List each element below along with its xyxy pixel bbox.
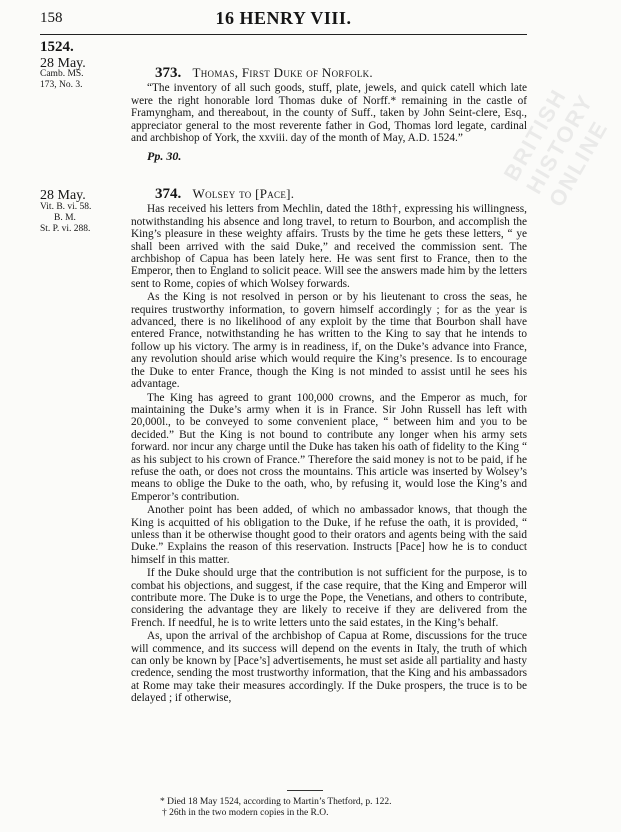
entry-heading xyxy=(155,67,527,79)
watermark: BRITISH HISTORY ONLINE xyxy=(498,84,613,211)
footnote-rule xyxy=(287,790,323,791)
margin-notes-373 xyxy=(40,39,125,91)
entry-374 xyxy=(131,188,527,705)
paragraph: The King has agreed to grant 100,000 crowns, and the Emperor as much, for maintaining the Duke’s army when it is in France. Sir John Russell has left with 20,000l., to be conveyed to some convenient place, “ between him and you to be decided.” But the King is not bound to contribute any longer when his army sets forward. nor incur any charge until the Duke has taken his oath of fidelity to the King “ as his subject to his crown of France.” Therefore the said money is not to be paid, if he refuse the oath, or does not cross the mountains. This article was inserted by Wolsey’s means to oblige the Duke to the oath, who, by refusing it, would lose the King’s and Emperor’s contribution. xyxy=(131,391,527,503)
paragraph: As the King is not resolved in person or by his lieutenant to cross the seas, he requires trustworthy information, to govern himself accordingly ; for as the year is advanced, there is no likelihood of any exploit by the time that Bourbon shall have entered France, notwithstanding he has written to the King to say that he intends to follow up his victory. The army is in readiness, if, on the Duke’s advance into France, any revolution should arise which would require the King’s presence. Is to encourage the Duke to enter France, though the King is not minded to assist until he sees his advantage. xyxy=(131,291,527,391)
paragraph: If the Duke should urge that the contribution is not sufficient for the purpose, is to combat his objections, and suggest, if the case require, that the King and Emperor will contribute more. The Duke is to urge the Pope, the Venetians, and others to contribute, considering the advantage they are likely to receive if they are delivered from the French. If needful, he is to write letters unto the said estates, in the King’s behalf. xyxy=(131,567,527,629)
margin-ref: Camb. MS. xyxy=(40,69,84,79)
entry-373 xyxy=(131,67,527,163)
header-rule xyxy=(40,34,527,35)
margin-ref: B. M. xyxy=(54,212,76,223)
paragraph: As, upon the arrival of the archbishop of Capua at Rome, discussions for the truce will commence, and its success will depend on the events in Italy, the truth of which can only be known by [Pace’s] advertisements, he must set aside all partiality and hasty credence, sending the most trustworthy information, that the King and his ambassadors at Rome may take their measures accordingly. If the Duke prospers, the truce is to be delayed ; if otherwise, xyxy=(131,630,527,705)
margin-year: 1524. xyxy=(40,39,74,55)
footnotes xyxy=(160,797,527,819)
entry-pages: Pp. 30. xyxy=(147,149,182,164)
entry-title: Thomas, First Duke of Norfolk. xyxy=(192,65,373,80)
page-header xyxy=(40,8,527,30)
paragraph: Another point has been added, of which no ambassador knows, that though the King is acquitted of his obligation to the Duke, if he refuse the oath, it is provided, “ unless than it be otherwise thought good to their orators and agents being with the said Duke.” Explains the reason of this reservation. Instructs [Pace] how he is to conduct himself in this matter. xyxy=(131,504,527,566)
entry-heading xyxy=(155,188,527,200)
margin-date: 28 May. xyxy=(40,55,86,71)
margin-ref: Vit. B. vi. 58. xyxy=(40,201,92,212)
margin-date: 28 May. xyxy=(40,188,86,203)
margin-ref: 173, No. 3. xyxy=(40,80,83,90)
footnote: † 26th in the two modern copies in the R.O. xyxy=(162,808,329,818)
entry-text: “The inventory of all such goods, stuff, plate, jewels, and quick catell which late were the right honorable lord Thomas duke of Norff.* remaining in the castle of Framyngham, and thereabout, in the county of Suff., taken by John Seint-clere, Esq., appreciator general to the most reverente father in God, Thomas lord legate, cardinal and archbishop of York, the xxviii. day of the month of May, A.D. 1524.” xyxy=(131,82,527,145)
footnote: * Died 18 May 1524, according to Martin’s Thetford, p. 122. xyxy=(160,797,392,807)
page-number: 158 xyxy=(40,10,63,26)
margin-notes-374 xyxy=(40,190,125,235)
running-head: 16 HENRY VIII. xyxy=(215,8,352,28)
entry-number: 374. xyxy=(155,186,182,202)
entry-title: Wolsey to [Pace]. xyxy=(192,186,295,201)
paragraph: Has received his letters from Mechlin, dated the 18th†, expressing his willingness, notwithstanding his absence and long travel, to return to Bourbon, and accomplish the King’s pleasure in these weighty affairs. Trusts by the time he gets these letters, “ ye shall been arrived with the said Duke,” and received the commission sent. The archbishop of Capua has been lately here. He was sent first to France, then to the Emperor, then to England to solicit peace. Will see the answers made him by the letters sent to Rome, copies of which Wolsey forwards. xyxy=(131,203,527,290)
margin-ref: St. P. vi. 288. xyxy=(40,223,91,234)
entry-number: 373. xyxy=(155,65,182,81)
